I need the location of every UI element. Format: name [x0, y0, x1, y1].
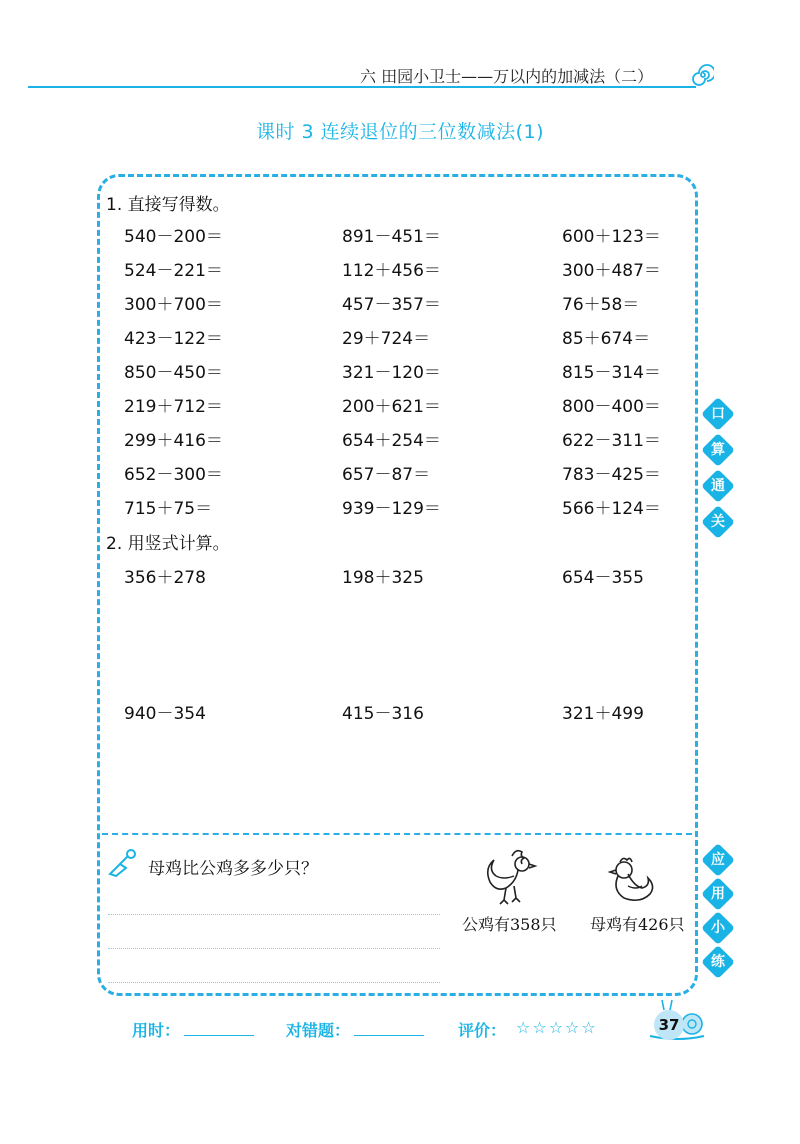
mental-expr: 652－300＝ — [124, 465, 223, 485]
mental-expr: 657－87＝ — [342, 465, 431, 485]
mental-expr: 850－450＝ — [124, 363, 223, 383]
mental-expr: 76＋58＝ — [562, 295, 640, 315]
rating-field — [458, 1018, 506, 1041]
vertical-calc-expr: 654－355 — [562, 568, 644, 588]
vertical-calc-expr: 198＋325 — [342, 568, 424, 588]
mental-expr: 300＋487＝ — [562, 261, 661, 281]
mental-expr: 524－221＝ — [124, 261, 223, 281]
wrong-count-blank[interactable] — [354, 1021, 424, 1036]
mental-expr: 85＋674＝ — [562, 329, 651, 349]
mental-expr: 783－425＝ — [562, 465, 661, 485]
hen-illustration — [602, 854, 660, 906]
header-divider — [28, 86, 696, 88]
mental-expr: 300＋700＝ — [124, 295, 223, 315]
rating-stars[interactable]: ☆☆☆☆☆ — [516, 1018, 598, 1037]
vertical-calc-expr: 356＋278 — [124, 568, 206, 588]
vertical-calc-expr: 415－316 — [342, 704, 424, 724]
vertical-calc-expr: 321＋499 — [562, 704, 644, 724]
mental-expr: 423－122＝ — [124, 329, 223, 349]
mental-expr: 815－314＝ — [562, 363, 661, 383]
section1-title: 1. 直接写得数。 — [106, 195, 230, 215]
vertical-calc-expr: 940－354 — [124, 704, 206, 724]
mental-expr: 540－200＝ — [124, 227, 223, 247]
wrong-count-label: 对错题： — [286, 1021, 351, 1040]
rating-label: 评价： — [458, 1021, 507, 1040]
mental-expr: 219＋712＝ — [124, 397, 223, 417]
trumpet-icon — [106, 848, 140, 878]
mental-expr: 939－129＝ — [342, 499, 441, 519]
mental-expr: 29＋724＝ — [342, 329, 431, 349]
section-divider — [102, 833, 692, 835]
mental-expr: 654＋254＝ — [342, 431, 441, 451]
mental-expr: 800－400＝ — [562, 397, 661, 417]
mental-expr: 622－311＝ — [562, 431, 661, 451]
hen-caption: 母鸡有426只 — [590, 915, 685, 934]
time-spent-label: 用时： — [132, 1021, 181, 1040]
spiral-icon — [692, 64, 714, 86]
page-number: 37 — [654, 1010, 684, 1040]
mental-expr: 112＋456＝ — [342, 261, 441, 281]
mental-expr: 566＋124＝ — [562, 499, 661, 519]
chapter-title: 六 田园小卫士——万以内的加减法（二） — [360, 67, 654, 86]
rooster-illustration — [482, 846, 542, 908]
section2-title: 2. 用竖式计算。 — [106, 534, 230, 554]
mental-expr: 299＋416＝ — [124, 431, 223, 451]
answer-line — [108, 982, 440, 983]
wrong-count-field[interactable] — [286, 1018, 424, 1041]
mental-expr: 891－451＝ — [342, 227, 441, 247]
lesson-title: 课时 3 连续退位的三位数减法(1) — [255, 121, 545, 143]
mental-expr: 200＋621＝ — [342, 397, 441, 417]
mental-expr: 457－357＝ — [342, 295, 441, 315]
rooster-caption: 公鸡有358只 — [462, 915, 557, 934]
answer-line — [108, 948, 440, 949]
application-question: 母鸡比公鸡多多少只？ — [148, 859, 318, 879]
time-spent-blank[interactable] — [184, 1021, 254, 1036]
mental-expr: 600＋123＝ — [562, 227, 661, 247]
time-spent-field[interactable] — [132, 1018, 254, 1041]
answer-line — [108, 914, 440, 915]
mental-expr: 321－120＝ — [342, 363, 441, 383]
mental-expr: 715＋75＝ — [124, 499, 213, 519]
